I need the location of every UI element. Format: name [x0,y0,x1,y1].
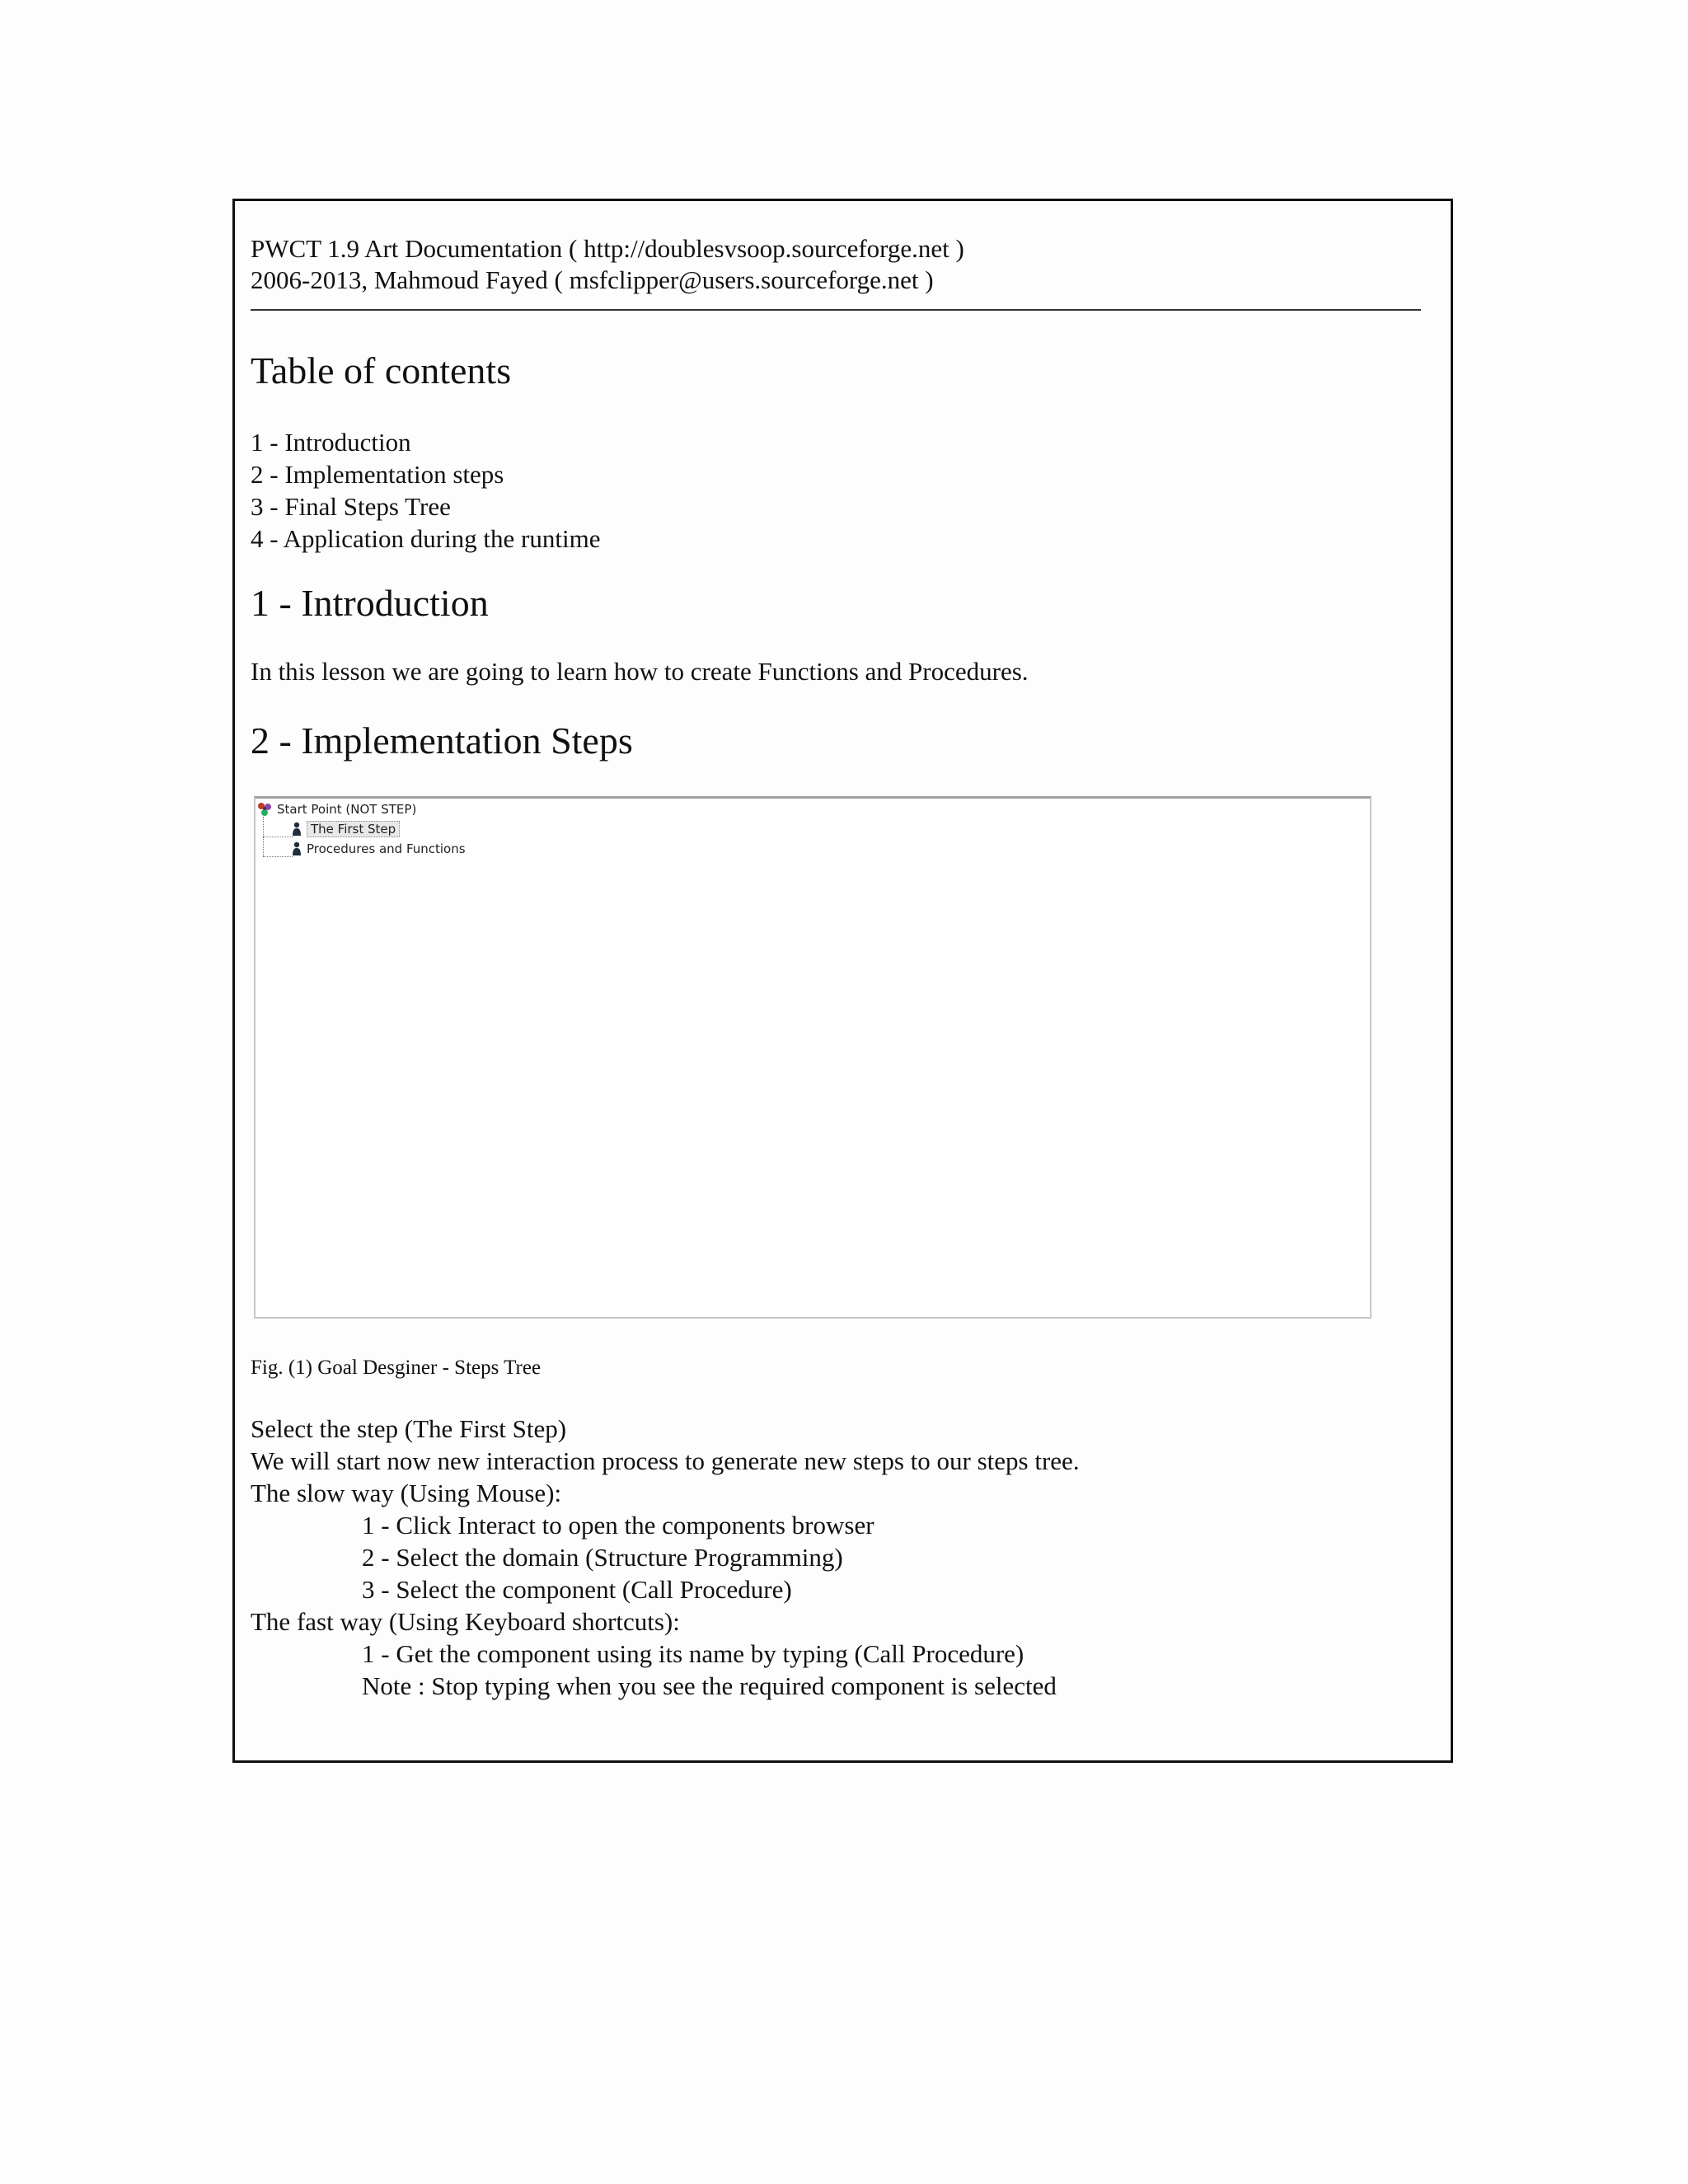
start-point-icon [257,802,272,817]
instructions-block [251,1413,1425,1702]
tree-node-procedures[interactable] [292,840,466,858]
slow-way-step: 3 - Select the component (Call Procedure) [362,1575,792,1604]
instruction-line: Select the step (The First Step) [251,1414,567,1443]
step-person-icon [292,841,302,856]
toc-item: 2 - Implementation steps [251,460,504,489]
steps-tree-screenshot [254,796,1372,1319]
fast-way-step: 1 - Get the component using its name by typing (Call Procedure) [362,1639,1025,1668]
slow-way-title: The slow way (Using Mouse): [251,1479,562,1507]
tree-node-first-step[interactable] [292,820,400,838]
header-divider [251,309,1421,311]
header-author-line: 2006-2013, Mahmoud Fayed ( msfclipper@users.sourceforge.net ) [251,265,934,294]
page-frame [232,199,1453,1763]
toc-item: 1 - Introduction [251,428,411,457]
toc-list [251,426,1425,555]
fast-way-title: The fast way (Using Keyboard shortcuts): [251,1607,680,1636]
implementation-heading: 2 - Implementation Steps [251,719,633,762]
tree-node-label: Procedures and Functions [307,841,466,856]
document-content [251,233,1425,1702]
instruction-line: We will start now new interaction process to generate new steps to our steps tree. [251,1446,1080,1475]
slow-way-step: 2 - Select the domain (Structure Programming) [362,1543,843,1572]
toc-item: 4 - Application during the runtime [251,524,601,553]
toc-heading: Table of contents [251,349,512,391]
introduction-text: In this lesson we are going to learn how to create Functions and Procedures. [251,657,1029,686]
introduction-heading: 1 - Introduction [251,582,489,624]
slow-way-step: 1 - Click Interact to open the components browser [362,1511,874,1540]
toc-item: 3 - Final Steps Tree [251,492,451,521]
tree-connector [263,856,293,857]
header-title-line: PWCT 1.9 Art Documentation ( http://doublesvsoop.sourceforge.net ) [251,234,964,263]
figure-caption: Fig. (1) Goal Desginer - Steps Tree [251,1357,542,1379]
step-person-icon [292,822,302,837]
tree-root-node[interactable] [257,800,416,818]
fast-way-note: Note : Stop typing when you see the required component is selected [362,1671,1057,1700]
tree-root-label: Start Point (NOT STEP) [277,802,417,817]
tree-node-label: The First Step [307,821,400,837]
